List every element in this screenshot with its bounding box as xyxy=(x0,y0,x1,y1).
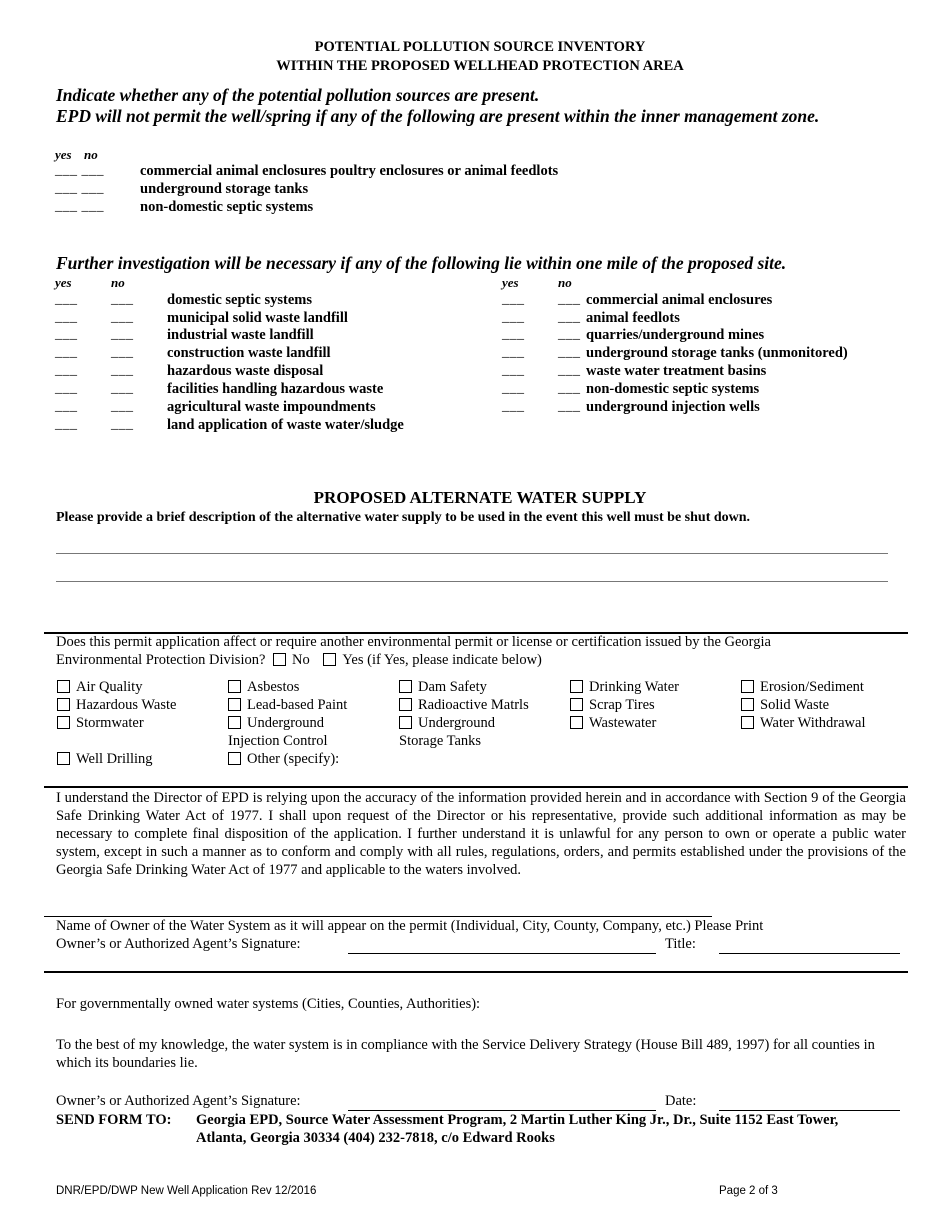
s1-item1: commercial animal enclosures poultry enclosures or animal feedlots xyxy=(140,163,559,179)
s2-right-item: waste water treatment basins xyxy=(586,363,767,379)
s2-right-item: animal feedlots xyxy=(586,310,680,326)
s2-left-no-blank[interactable]: ___ xyxy=(111,310,134,325)
s2-right-yes-blank[interactable]: ___ xyxy=(502,363,525,378)
permit-label: Wastewater xyxy=(589,715,657,731)
permit-label: Drinking Water xyxy=(589,679,679,695)
checkbox[interactable] xyxy=(57,752,70,765)
s2-right-yes-blank[interactable]: ___ xyxy=(502,345,525,360)
s2-left-item: hazardous waste disposal xyxy=(167,363,324,379)
s2-left-item: land application of waste water/sludge xyxy=(167,417,404,433)
alternate-supply-title: PROPOSED ALTERNATE WATER SUPPLY xyxy=(313,488,647,507)
permit-dam-safety[interactable] xyxy=(399,679,487,696)
date-line[interactable] xyxy=(719,1110,900,1111)
permit-injection-control-cont: Injection Control xyxy=(228,733,328,749)
permit-drinking-water[interactable] xyxy=(570,679,679,696)
intro-line2: EPD will not permit the well/spring if any of the following are present within the inner management zone. xyxy=(56,106,820,126)
alternate-supply-line1[interactable] xyxy=(56,553,888,554)
checkbox[interactable] xyxy=(228,698,241,711)
s2-left-yes-blank[interactable]: ___ xyxy=(55,310,78,325)
checkbox[interactable] xyxy=(741,680,754,693)
checkbox[interactable] xyxy=(57,698,70,711)
checkbox[interactable] xyxy=(399,698,412,711)
permit-label: Scrap Tires xyxy=(589,697,655,713)
permit-underground-injection[interactable] xyxy=(228,715,324,732)
permit-label: Other (specify): xyxy=(247,751,340,767)
s2-left-no-blank[interactable]: ___ xyxy=(111,327,134,342)
send-to-address-line1: Georgia EPD, Source Water Assessment Program, 2 Martin Luther King Jr., Dr., Suite 1152 East Tower, xyxy=(196,1112,839,1128)
s2-left-no-blank[interactable]: ___ xyxy=(111,345,134,360)
permit-radioactive[interactable] xyxy=(399,697,529,714)
owner-name-line[interactable] xyxy=(44,916,712,917)
checkbox[interactable] xyxy=(228,716,241,729)
permit-water-withdrawal[interactable] xyxy=(741,715,865,732)
s1-blank-row3[interactable]: ___ ___ xyxy=(55,199,104,214)
permit-lead-based-paint[interactable] xyxy=(228,697,347,714)
permit-stormwater[interactable] xyxy=(57,715,144,732)
permits-yes-checkbox[interactable] xyxy=(323,653,336,666)
footer-form-id: DNR/EPD/DWP New Well Application Rev 12/2016 xyxy=(56,1185,317,1197)
s2-right-yes-blank[interactable]: ___ xyxy=(502,381,525,396)
permit-well-drilling[interactable] xyxy=(57,751,153,768)
title-label: Title: xyxy=(665,936,696,952)
s2-right-yes-header: yes xyxy=(502,275,519,290)
permit-label: Solid Waste xyxy=(760,697,830,713)
s2-right-yes-blank[interactable]: ___ xyxy=(502,399,525,414)
permit-storage-tanks-cont: Storage Tanks xyxy=(399,733,482,749)
government-statement: To the best of my knowledge, the water system is in compliance with the Service Delivery Strategy (House Bill 489, 1997) for all counties in which its boundaries lie. xyxy=(56,1037,875,1071)
signature1-label: Owner’s or Authorized Agent’s Signature: xyxy=(56,936,301,952)
alternate-supply-instruction: Please provide a brief description of the alternative water supply to be used in the event this well must be shut down. xyxy=(56,510,751,525)
form-title-line1: POTENTIAL POLLUTION SOURCE INVENTORY xyxy=(314,39,646,55)
s2-right-no-header: no xyxy=(558,275,572,290)
checkbox[interactable] xyxy=(741,698,754,711)
s2-left-yes-blank[interactable]: ___ xyxy=(55,363,78,378)
title-line[interactable] xyxy=(719,953,900,954)
s2-right-yes-blank[interactable]: ___ xyxy=(502,310,525,325)
s2-left-yes-blank[interactable]: ___ xyxy=(55,417,78,432)
permits-question-line2 xyxy=(56,652,542,669)
s2-left-item: agricultural waste impoundments xyxy=(167,399,376,415)
permit-solid-waste[interactable] xyxy=(741,697,829,714)
s2-right-no-blank[interactable]: ___ xyxy=(558,292,581,307)
checkbox[interactable] xyxy=(570,680,583,693)
s2-left-yes-blank[interactable]: ___ xyxy=(55,292,78,307)
permit-label: Dam Safety xyxy=(418,679,487,695)
s1-item3: non-domestic septic systems xyxy=(140,199,314,215)
signature2-label: Owner’s or Authorized Agent’s Signature: xyxy=(56,1093,301,1109)
permits-question-line1: Does this permit application affect or require another environmental permit or license or certification issued by the Georgia xyxy=(56,634,771,650)
s2-right-item: quarries/underground mines xyxy=(586,327,765,343)
permit-hazardous-waste[interactable] xyxy=(57,697,176,714)
intro-line1: Indicate whether any of the potential pollution sources are present. xyxy=(56,85,540,105)
checkbox[interactable] xyxy=(57,680,70,693)
permits-question-text: Environmental Protection Division? xyxy=(56,652,266,668)
footer-page-number: Page 2 of 3 xyxy=(719,1185,778,1197)
permit-other[interactable] xyxy=(228,751,339,768)
signature2-line[interactable] xyxy=(348,1110,656,1111)
checkbox[interactable] xyxy=(399,716,412,729)
s1-item2: underground storage tanks xyxy=(140,181,309,197)
s2-left-item: facilities handling hazardous waste xyxy=(167,381,384,397)
s2-left-no-blank[interactable]: ___ xyxy=(111,399,134,414)
s2-heading: Further investigation will be necessary if any of the following lie within one mile of the proposed site. xyxy=(56,253,787,273)
s2-right-yes-blank[interactable]: ___ xyxy=(502,327,525,342)
government-heading: For governmentally owned water systems (Cities, Counties, Authorities): xyxy=(56,996,481,1012)
s2-right-no-blank[interactable]: ___ xyxy=(558,399,581,414)
checkbox[interactable] xyxy=(399,680,412,693)
s2-right-no-blank[interactable]: ___ xyxy=(558,327,581,342)
checkbox[interactable] xyxy=(57,716,70,729)
permits-no-label: No xyxy=(292,652,310,668)
permit-label: Hazardous Waste xyxy=(76,697,177,713)
checkbox[interactable] xyxy=(228,680,241,693)
checkbox[interactable] xyxy=(570,698,583,711)
permit-label: Air Quality xyxy=(76,679,143,695)
permit-asbestos[interactable] xyxy=(228,679,299,696)
s2-right-yes-blank[interactable]: ___ xyxy=(502,292,525,307)
permit-label: Lead-based Paint xyxy=(247,697,348,713)
permit-scrap-tires[interactable] xyxy=(570,697,655,714)
permit-label: Underground xyxy=(247,715,325,731)
s2-left-no-blank[interactable]: ___ xyxy=(111,292,134,307)
s1-no-header: no xyxy=(84,147,98,162)
checkbox[interactable] xyxy=(741,716,754,729)
owner-name-label: Name of Owner of the Water System as it will appear on the permit (Individual, City, County, Company, etc.) Please Print xyxy=(56,918,764,934)
s2-right-item: underground injection wells xyxy=(586,399,760,415)
date-label: Date: xyxy=(665,1093,697,1109)
s2-left-item: domestic septic systems xyxy=(167,292,312,308)
s2-left-no-header: no xyxy=(111,275,125,290)
s1-blank-row1[interactable]: ___ ___ xyxy=(55,163,104,178)
s2-left-no-blank[interactable]: ___ xyxy=(111,417,134,432)
s2-right-no-blank[interactable]: ___ xyxy=(558,381,581,396)
permit-erosion-sediment[interactable] xyxy=(741,679,864,696)
s2-left-no-blank[interactable]: ___ xyxy=(111,363,134,378)
send-to-address-line2: Atlanta, Georgia 30334 (404) 232-7818, c/o Edward Rooks xyxy=(196,1130,555,1146)
s2-right-item: underground storage tanks (unmonitored) xyxy=(586,345,848,361)
permit-air-quality[interactable] xyxy=(57,679,142,696)
alternate-supply-line2[interactable] xyxy=(56,581,888,582)
s2-left-item: municipal solid waste landfill xyxy=(167,310,348,326)
s1-blank-row2[interactable]: ___ ___ xyxy=(55,181,104,196)
permits-yes-label: Yes (if Yes, please indicate below) xyxy=(342,652,542,668)
permit-label: Erosion/Sediment xyxy=(760,679,864,695)
permit-label: Water Withdrawal xyxy=(760,715,866,731)
s2-right-no-blank[interactable]: ___ xyxy=(558,363,581,378)
permit-label: Underground xyxy=(418,715,496,731)
s2-left-item: construction waste landfill xyxy=(167,345,331,361)
s2-right-item: commercial animal enclosures xyxy=(586,292,773,308)
permit-label: Stormwater xyxy=(76,715,144,731)
permits-no-checkbox[interactable] xyxy=(273,653,286,666)
permit-label: Radioactive Matrls xyxy=(418,697,529,713)
s2-left-yes-blank[interactable]: ___ xyxy=(55,399,78,414)
s2-right-no-blank[interactable]: ___ xyxy=(558,310,581,325)
certification-top-rule xyxy=(44,786,908,788)
permit-underground-storage[interactable] xyxy=(399,715,495,732)
s2-left-no-blank[interactable]: ___ xyxy=(111,381,134,396)
s2-left-yes-blank[interactable]: ___ xyxy=(55,345,78,360)
permit-label: Asbestos xyxy=(247,679,300,695)
s2-left-yes-header: yes xyxy=(55,275,72,290)
signature-bottom-rule xyxy=(44,971,908,973)
s2-left-yes-blank[interactable]: ___ xyxy=(55,381,78,396)
s2-left-item: industrial waste landfill xyxy=(167,327,314,343)
s2-left-yes-blank[interactable]: ___ xyxy=(55,327,78,342)
checkbox[interactable] xyxy=(228,752,241,765)
s2-right-item: non-domestic septic systems xyxy=(586,381,760,397)
send-to-label: SEND FORM TO: xyxy=(56,1112,172,1128)
certification-text: I understand the Director of EPD is relying upon the accuracy of the information provided herein and in accordance with Section 9 of the Georgia Safe Drinking Water Act of 1977. I shall upon request of the Director or his representative, provide such additional information as may be necessary to complete final disposition of the application. I further understand it is unlawful for any person to own or operate a public water system, except in such a manner as to conform and comply with all rules, regulations, orders, and permits established under the provisions of the Georgia Safe Drinking Water Act of 1977 and applicable to the waters involved. xyxy=(56,790,906,878)
signature1-line[interactable] xyxy=(348,953,656,954)
s2-right-no-blank[interactable]: ___ xyxy=(558,345,581,360)
s1-yes-header: yes xyxy=(55,147,72,162)
permit-wastewater[interactable] xyxy=(570,715,656,732)
permit-label: Well Drilling xyxy=(76,751,153,767)
checkbox[interactable] xyxy=(570,716,583,729)
form-title-line2: WITHIN THE PROPOSED WELLHEAD PROTECTION AREA xyxy=(276,58,684,74)
